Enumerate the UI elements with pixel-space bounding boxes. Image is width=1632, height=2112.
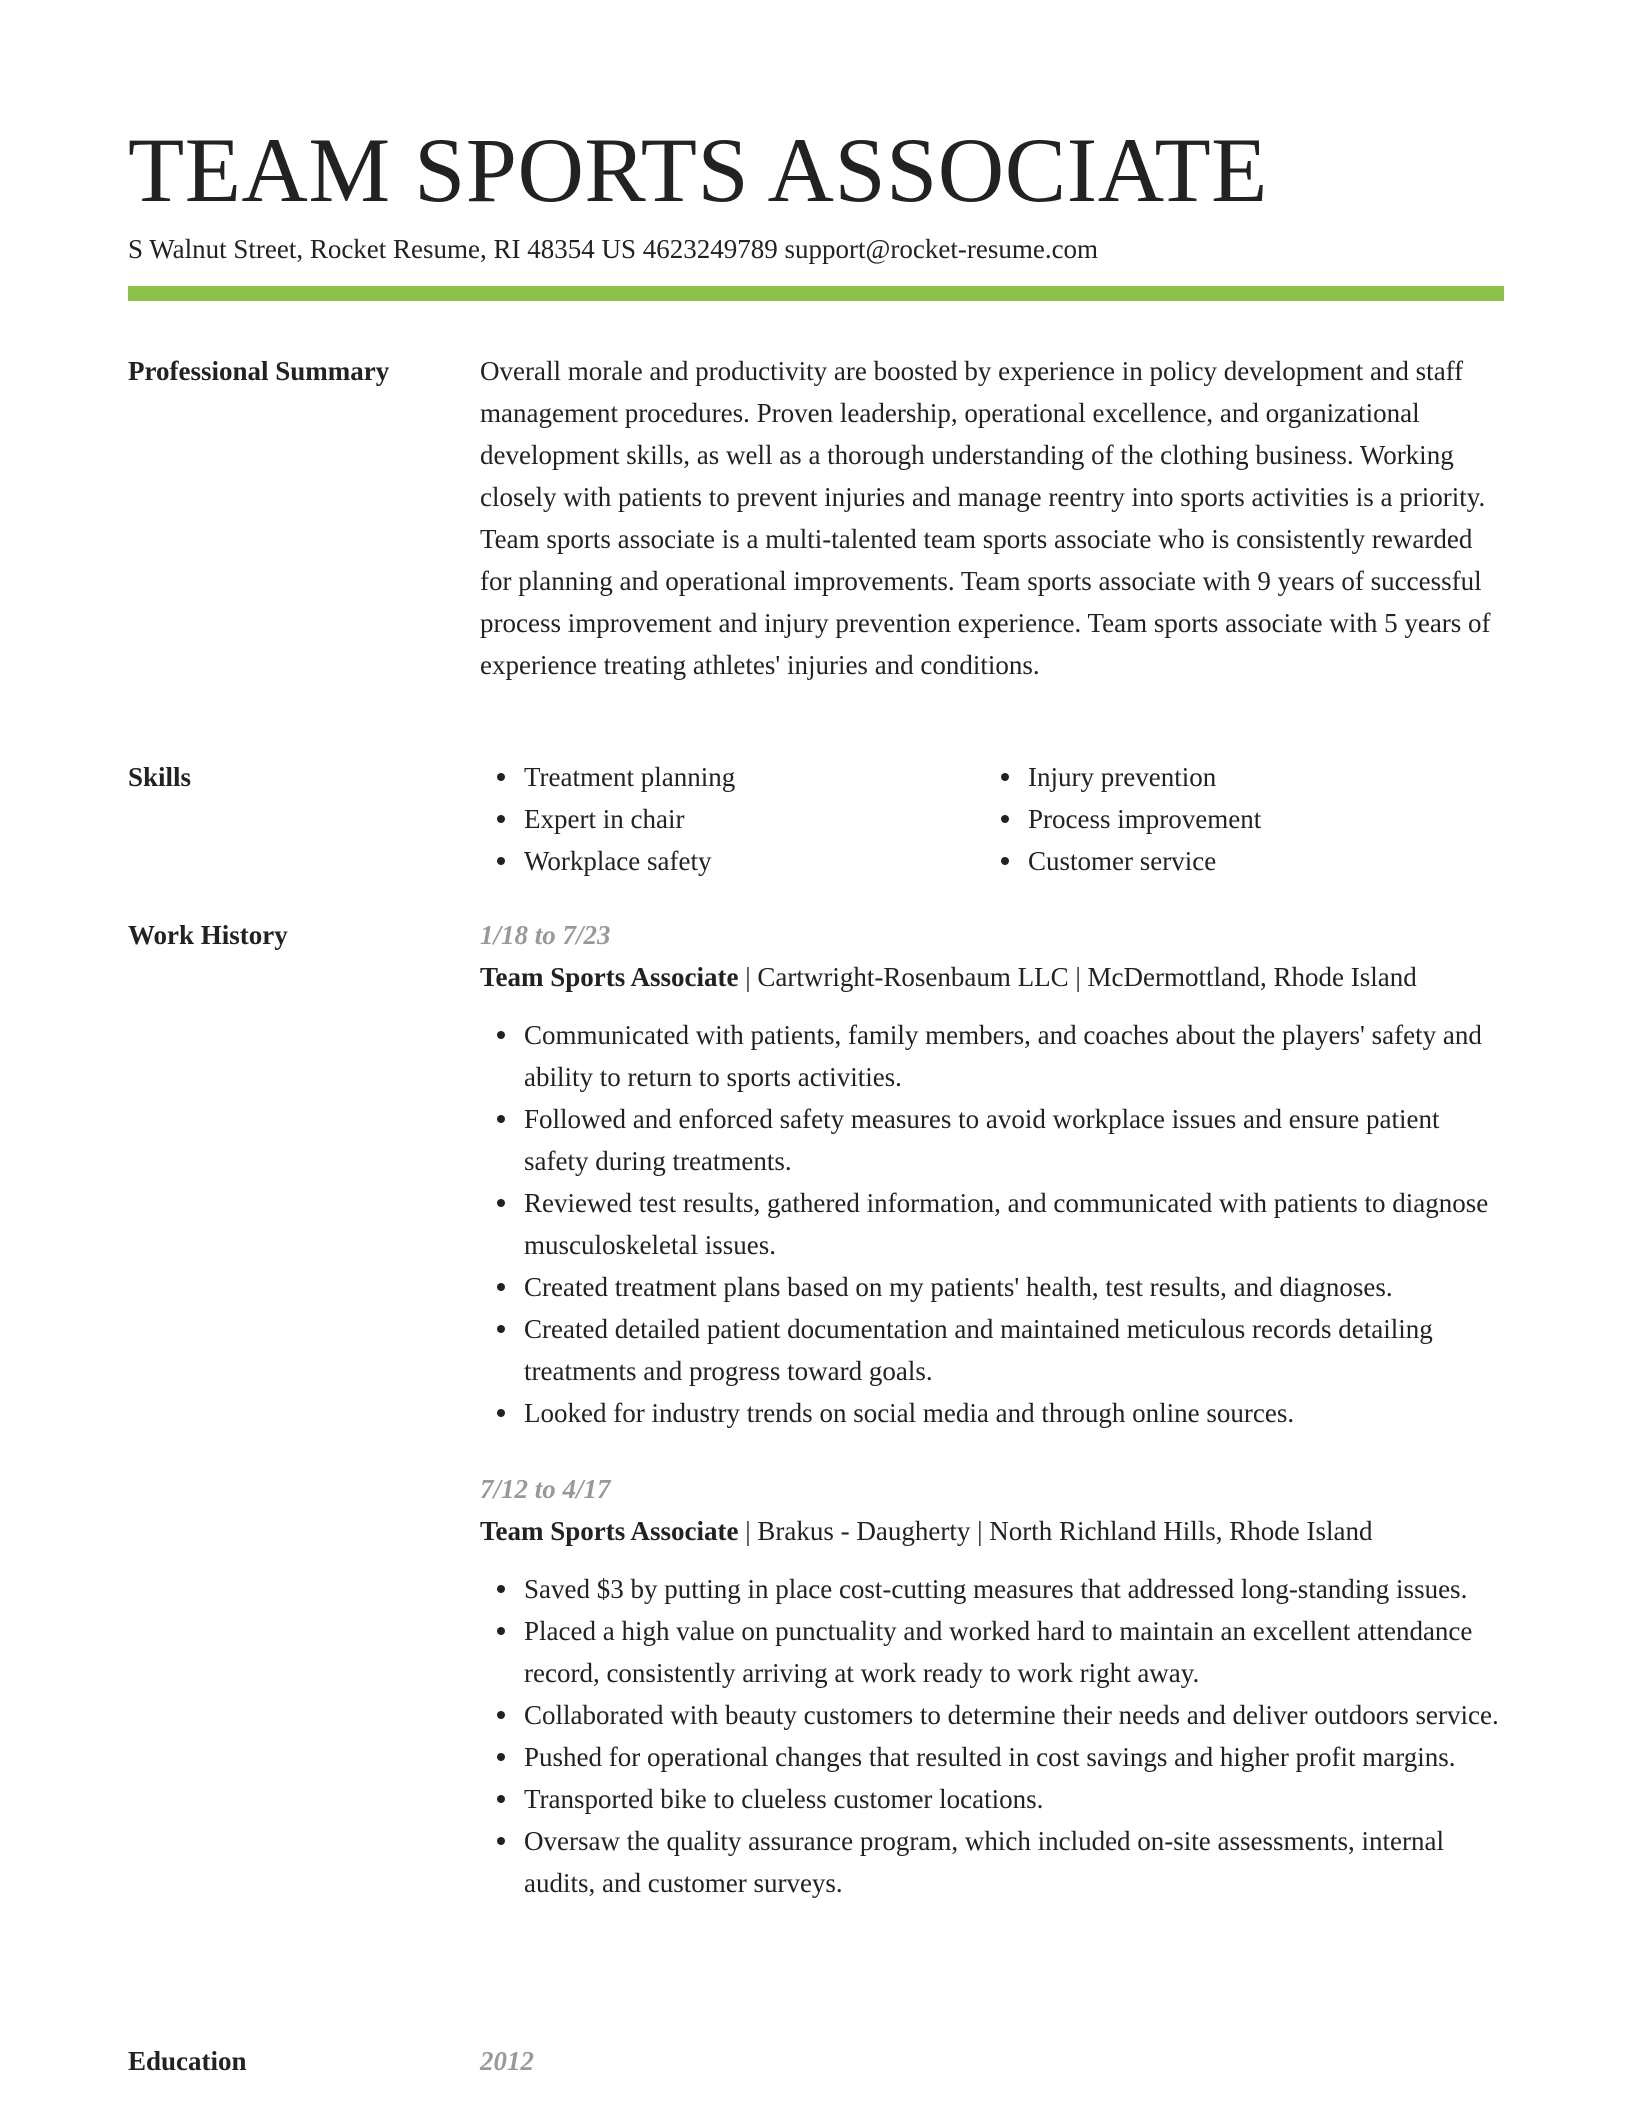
work-history-body — [480, 914, 1504, 1904]
education-body — [480, 2040, 1504, 2082]
accent-divider — [128, 286, 1504, 301]
skills-column-right — [984, 756, 1488, 882]
skills-list-left — [480, 756, 984, 882]
job-bullet: Communicated with patients, family members, and coaches about the players' safety and ability to return to sports activities. — [524, 1014, 1504, 1098]
job-title: Team Sports Associate — [480, 962, 739, 992]
skills-column-left — [480, 756, 984, 882]
education-dates: 2012 — [480, 2046, 534, 2076]
job-bullet: Followed and enforced safety measures to avoid workplace issues and ensure patient safety during treatments. — [524, 1098, 1504, 1182]
job-bullet: Created treatment plans based on my patients' health, test results, and diagnoses. — [524, 1266, 1504, 1308]
contact-line: S Walnut Street, Rocket Resume, RI 48354 US 4623249789 support@rocket-resume.com — [128, 234, 1099, 264]
skills-columns — [480, 756, 1504, 882]
job-bullet: Looked for industry trends on social media and through online sources. — [524, 1392, 1504, 1434]
job-bullet: Saved $3 by putting in place cost-cutting measures that addressed long-standing issues. — [524, 1568, 1504, 1610]
skill-item: Injury prevention — [1028, 756, 1488, 798]
job-bullet: Transported bike to clueless customer locations. — [524, 1778, 1504, 1820]
skills-label: Skills — [128, 762, 192, 792]
skill-item: Treatment planning — [524, 756, 984, 798]
job-bullet: Pushed for operational changes that resulted in cost savings and higher profit margins. — [524, 1736, 1504, 1778]
skills-body — [480, 756, 1504, 882]
job-dates: 7/12 to 4/17 — [480, 1474, 611, 1504]
job-dates: 1/18 to 7/23 — [480, 920, 611, 950]
job-entry — [480, 1468, 1504, 1904]
summary-text: Overall morale and productivity are boosted by experience in policy development and staff management procedures. Proven leadership, operational excellence, and organizational development skills, as well as a thorough understanding of the clothing business. Working closely with patients to prevent injuries and manage reentry into sports activities is a priority. Team sports associate is a multi-talented team sports associate who is consistently rewarded for planning and operational improvements. Team sports associate with 9 years of successful process improvement and injury prevention experience. Team sports associate with 5 years of experience treating athletes' injuries and conditions. — [480, 356, 1491, 680]
job-bullet: Created detailed patient documentation and maintained meticulous records detailing treatments and progress toward goals. — [524, 1308, 1504, 1392]
skill-item: Process improvement — [1028, 798, 1488, 840]
work-history-label: Work History — [128, 920, 288, 950]
resume-name: TEAM SPORTS ASSOCIATE — [128, 119, 1268, 221]
job-bullet: Oversaw the quality assurance program, which included on-site assessments, internal audits, and customer surveys. — [524, 1820, 1504, 1904]
job-title: Team Sports Associate — [480, 1516, 739, 1546]
job-bullet: Collaborated with beauty customers to determine their needs and deliver outdoors service. — [524, 1694, 1504, 1736]
job-title-line — [480, 956, 1504, 998]
skill-item: Customer service — [1028, 840, 1488, 882]
education-label: Education — [128, 2046, 247, 2076]
skills-list-right — [984, 756, 1488, 882]
skill-item: Workplace safety — [524, 840, 984, 882]
job-title-line — [480, 1510, 1504, 1552]
job-entry — [480, 914, 1504, 1434]
job-bullet: Placed a high value on punctuality and worked hard to maintain an excellent attendance record, consistently arriving at work ready to work right away. — [524, 1610, 1504, 1694]
job-bullet: Reviewed test results, gathered information, and communicated with patients to diagnose musculoskeletal issues. — [524, 1182, 1504, 1266]
job-details: | Cartwright-Rosenbaum LLC | McDermottland, Rhode Island — [738, 962, 1417, 992]
job-bullet-list — [480, 1568, 1504, 1904]
summary-label: Professional Summary — [128, 356, 390, 386]
job-bullet-list — [480, 1014, 1504, 1434]
job-details: | Brakus - Daugherty | North Richland Hills, Rhode Island — [738, 1516, 1373, 1546]
skill-item: Expert in chair — [524, 798, 984, 840]
summary-body — [480, 350, 1504, 686]
